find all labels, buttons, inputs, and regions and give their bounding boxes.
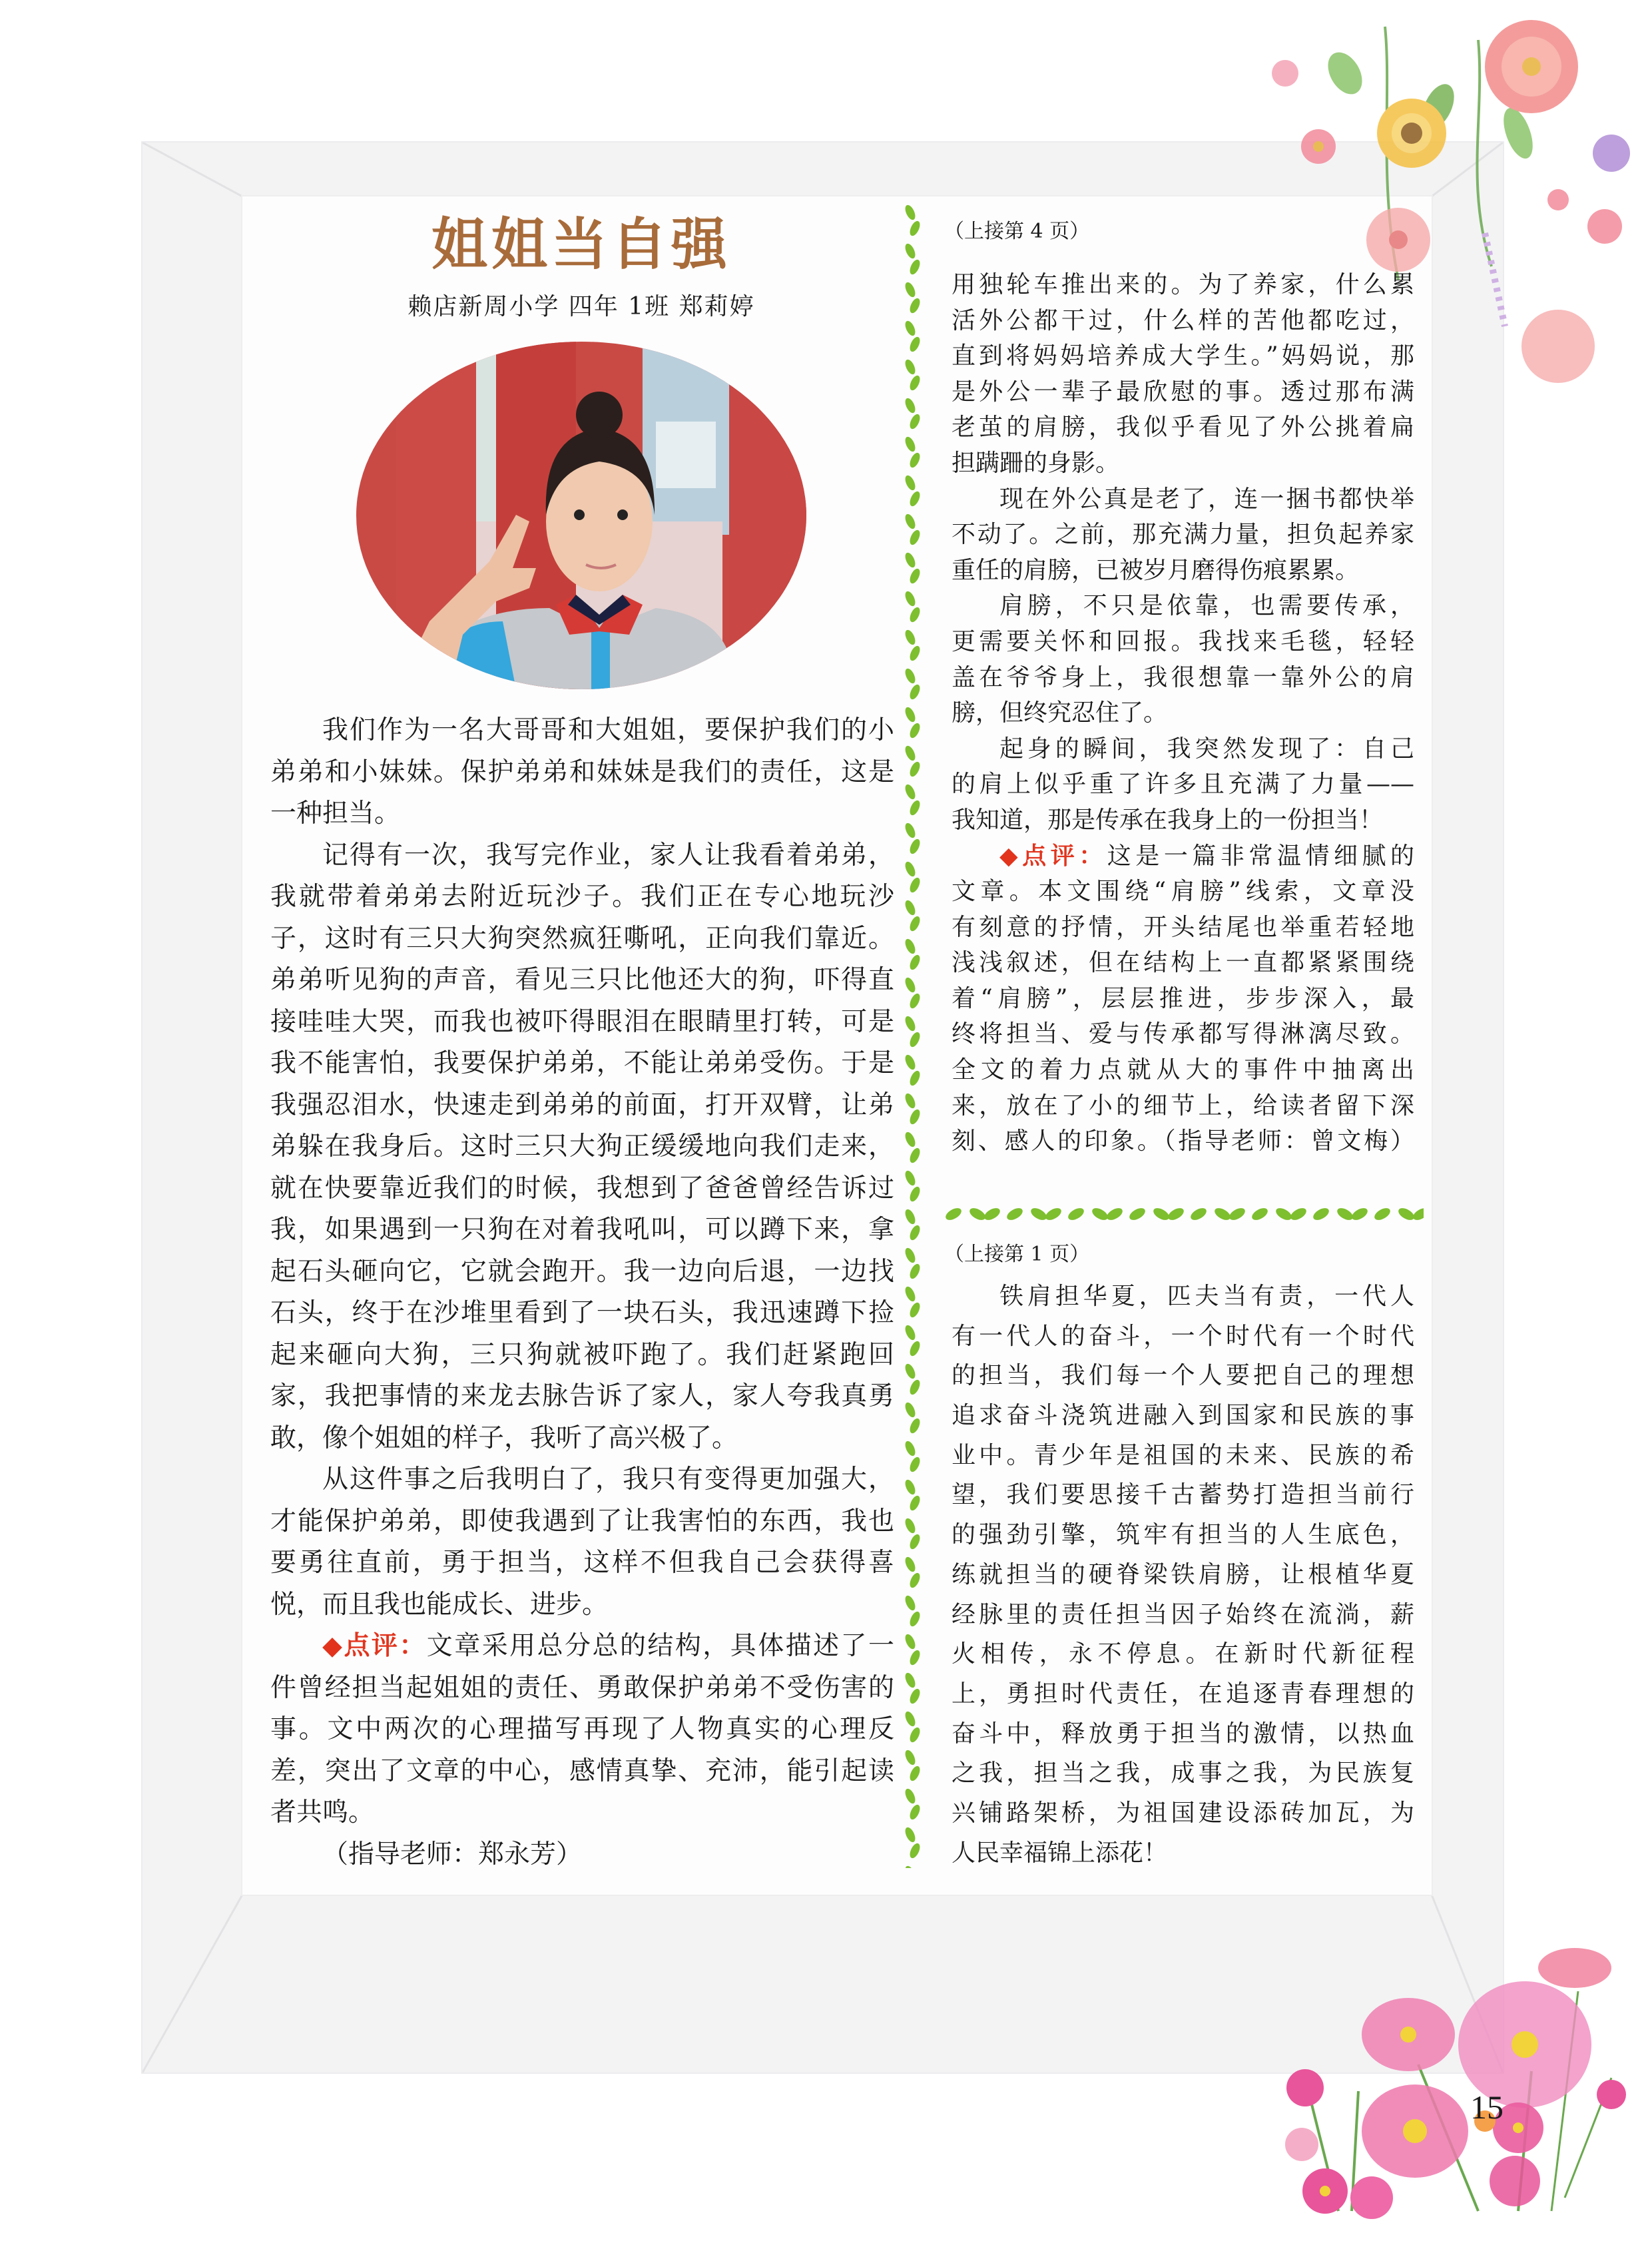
review-text: 着“肩膀”，层层推进，步步深入，最 <box>952 984 1414 1012</box>
text-line: 膀，但终究忍住了。 <box>952 699 1168 727</box>
text-line: 石头，终于在沙堆里看到了一块石头，我迅速蹲下捡 <box>270 1298 894 1328</box>
text-line: 的强劲引擎，筑牢有担当的人生底色， <box>952 1521 1414 1549</box>
review-text: 差，突出了文章的中心，感情真挚、充沛，能引起读 <box>270 1756 894 1786</box>
text-line: 我就带着弟弟去附近玩沙子。我们正在专心地玩沙 <box>270 882 894 912</box>
text-line: 业中。青少年是祖国的未来、民族的希 <box>952 1441 1414 1469</box>
review-line <box>270 1626 894 1668</box>
continued-section-page1 <box>952 1277 1414 1873</box>
text-line: 接哇哇大哭，而我也被吓得眼泪在眼睛里打转，可是 <box>270 1006 894 1037</box>
text-line: 之我，担当之我，成事之我，为民族复 <box>952 1760 1414 1787</box>
review-line <box>270 1668 894 1710</box>
review-text: 这是一篇非常温情细腻的 <box>1107 842 1414 870</box>
text-line: 现在外公真是老了，连一捆书都快举 <box>999 485 1414 513</box>
text-line: 子，这时有三只大狗突然疯狂嘶吼，正向我们靠近。 <box>270 923 894 954</box>
leaf-divider-horizontal <box>944 1205 1424 1223</box>
review-line <box>952 1088 1414 1124</box>
review-line <box>952 910 1414 946</box>
review-text: 终将担当、爱与传承都写得淋漓尽致。 <box>952 1020 1414 1048</box>
text-line: 的肩上似乎重了许多且充满了力量—— <box>952 771 1414 799</box>
flower-decoration-bottom <box>1265 1918 1652 2241</box>
text-line: 望，我们要思接千古蓄势打造担当前行 <box>952 1481 1414 1509</box>
review-text: 件曾经担当起姐姐的责任、勇敢保护弟弟不受伤害的 <box>270 1672 894 1703</box>
text-line: 追求奋斗浇筑进融入到国家和民族的事 <box>952 1402 1414 1430</box>
text-line: 起来砸向大狗，三只狗就被吓跑了。我们赶紧跑回 <box>270 1339 894 1370</box>
review-line <box>270 1709 894 1751</box>
text-line: 火相传，永不停息。在新时代新征程 <box>952 1640 1414 1668</box>
review-label: ◆点评： <box>999 842 1107 870</box>
text-line: 活外公都干过，什么样的苦他都吃过， <box>952 306 1414 334</box>
text-line: 我，如果遇到一只狗在对着我吼叫，可以蹲下来，拿 <box>270 1215 894 1245</box>
review-line <box>952 874 1414 910</box>
article-title: 姐姐当自强 <box>431 212 731 277</box>
text-line: 我不能害怕，我要保护弟弟，不能让弟弟受伤。于是 <box>270 1048 894 1078</box>
review-line <box>952 1052 1414 1088</box>
text-line: 上，勇担时代责任，在追逐青春理想的 <box>952 1680 1414 1708</box>
text-line: 家，我把事情的来龙去脉告诉了家人，家人夸我真勇 <box>270 1381 894 1411</box>
text-line: 兴铺路架桥，为祖国建设添砖加瓦，为 <box>952 1799 1414 1827</box>
review-teacher: （指导老师：郑永芳） <box>322 1839 583 1869</box>
continued-header-page4: （上接第 4 页） <box>944 220 1090 243</box>
text-line: 悦，而且我也能成长、进步。 <box>270 1589 609 1620</box>
review-text: 者共鸣。 <box>270 1797 375 1827</box>
text-line: 弟弟听见狗的声音，看见三只比他还大的狗，吓得直 <box>270 965 894 995</box>
text-line: 老茧的肩膀，我似乎看见了外公挑着扁 <box>952 414 1414 442</box>
text-line: 我们作为一名大哥哥和大姐姐，要保护我们的小 <box>322 715 894 745</box>
review-label: ◆点评： <box>322 1631 427 1661</box>
text-line: 才能保护弟弟，即使我遇到了让我害怕的东西，我也 <box>270 1506 894 1536</box>
review-line <box>952 1123 1414 1159</box>
text-line: 铁肩担华夏，匹夫当有责，一代人 <box>999 1283 1414 1310</box>
continued-section-page4 <box>952 267 1414 1159</box>
text-line: 不动了。之前，那充满力量，担负起养家 <box>952 521 1414 549</box>
text-line: 重任的肩膀，已被岁月磨得伤痕累累。 <box>952 556 1360 584</box>
review-line <box>952 981 1414 1017</box>
review-text: 浅浅叙述，但在结构上一直都紧紧围绕 <box>952 949 1414 977</box>
text-line: 担蹒跚的身影。 <box>952 449 1120 477</box>
text-line: 起石头砸向它，它就会跑开。我一边向后退，一边找 <box>270 1256 894 1287</box>
review-text: 有刻意的抒情，开头结尾也举重若轻地 <box>952 913 1414 941</box>
review-line <box>952 945 1414 981</box>
text-line: 敢，像个姐姐的样子，我听了高兴极了。 <box>270 1423 738 1453</box>
review-line <box>952 1016 1414 1052</box>
text-line: 经脉里的责任担当因子始终在流淌，薪 <box>952 1600 1414 1628</box>
text-line: 记得有一次，我写完作业，家人让我看着弟弟， <box>322 840 894 870</box>
review-line <box>952 838 1414 874</box>
review-text: 刻、感人的印象。（指导老师：曾文梅） <box>952 1127 1414 1155</box>
text-line: 盖在爷爷身上，我很想靠一靠外公的肩 <box>952 663 1414 691</box>
text-line: 直到将妈妈培养成大学生。”妈妈说，那 <box>952 342 1414 370</box>
text-line: 弟躲在我身后。这时三只大狗正缓缓地向我们走来， <box>270 1131 894 1161</box>
text-line: 肩膀，不只是依靠，也需要传承， <box>999 592 1414 620</box>
article-body <box>270 710 894 1875</box>
review-line <box>270 1792 894 1834</box>
text-line: 人民幸福锦上添花！ <box>952 1839 1168 1867</box>
text-line: 要勇往直前，勇于担当，这样不但我自己会获得喜 <box>270 1548 894 1578</box>
text-line: 就在快要靠近我们的时候，我想到了爸爸曾经告诉过 <box>270 1173 894 1203</box>
text-line: 从这件事之后我明白了，我只有变得更加强大， <box>322 1464 894 1494</box>
leaf-divider-vertical <box>904 203 922 1868</box>
author-photo <box>356 342 806 689</box>
text-line: 更需要关怀和回报。我找来毛毯，轻轻 <box>952 627 1414 655</box>
review-text: 事。文中两次的心理描写再现了人物真实的心理反 <box>270 1714 894 1744</box>
article-byline: 赖店新周小学 四年 1班 郑莉婷 <box>408 293 755 320</box>
text-line: 我知道，那是传承在我身上的一份担当！ <box>952 806 1384 834</box>
continued-header-page1: （上接第 1 页） <box>944 1243 1090 1266</box>
review-text: 文章。本文围绕“肩膀”线索，文章没 <box>952 878 1414 906</box>
text-line: 弟弟和小妹妹。保护弟弟和妹妹是我们的责任，这是 <box>270 757 894 787</box>
text-line: 练就担当的硬脊梁铁肩膀，让根植华夏 <box>952 1560 1414 1588</box>
text-line: 我强忍泪水，快速走到弟弟的前面，打开双臂，让弟 <box>270 1090 894 1120</box>
review-text: 来，放在了小的细节上，给读者留下深 <box>952 1092 1414 1120</box>
text-line: 用独轮车推出来的。为了养家，什么累 <box>952 271 1414 298</box>
page-number: 15 <box>1470 2088 1504 2126</box>
text-line: 一种担当。 <box>270 799 401 828</box>
text-line: 的担当，我们每一个人要把自己的理想 <box>952 1362 1414 1390</box>
text-line: 起身的瞬间，我突然发现了：自己 <box>999 735 1414 763</box>
text-line: 有一代人的奋斗，一个时代有一个时代 <box>952 1322 1414 1350</box>
review-text: 文章采用总分总的结构，具体描述了一 <box>426 1631 894 1661</box>
review-line <box>270 1751 894 1793</box>
text-line: 是外公一辈子最欣慰的事。透过那布满 <box>952 378 1414 406</box>
review-text: 全文的着力点就从大的事件中抽离出 <box>952 1056 1414 1084</box>
text-line: 奋斗中，释放勇于担当的激情，以热血 <box>952 1720 1414 1748</box>
